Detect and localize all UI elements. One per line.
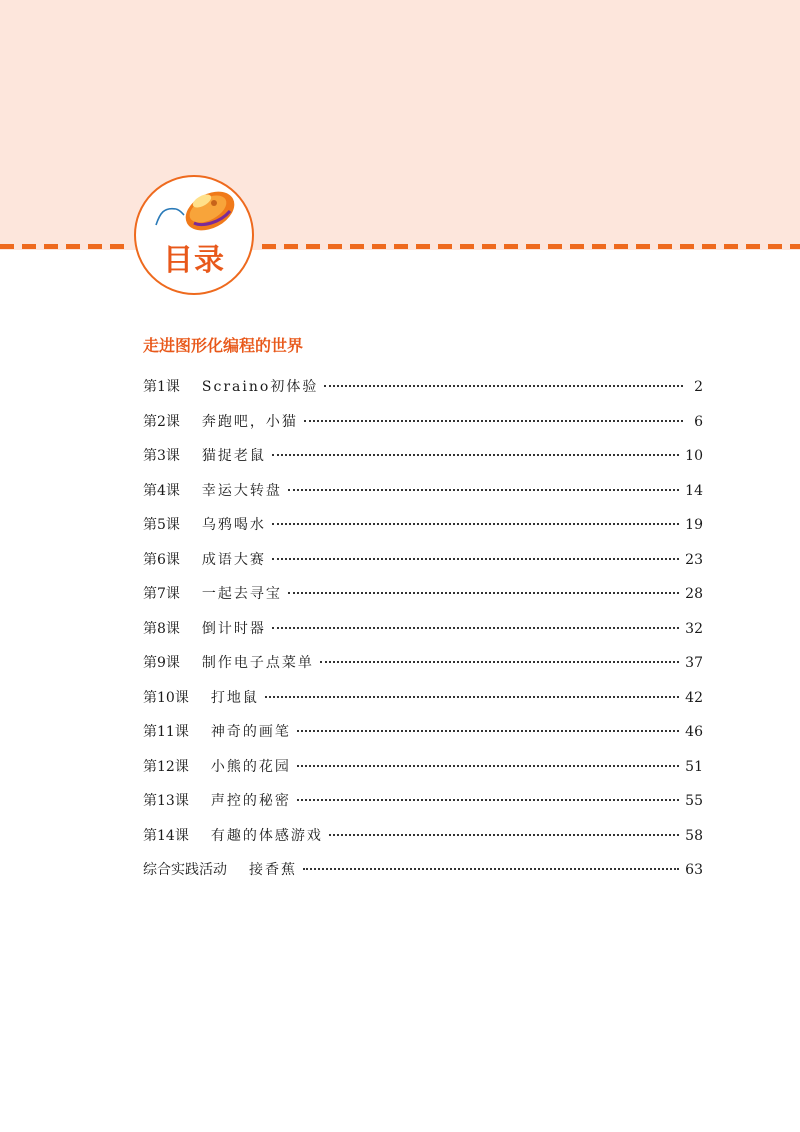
- toc-entry[interactable]: [143, 514, 703, 549]
- toc-leader-dots: [272, 558, 679, 560]
- title-badge: [134, 175, 254, 295]
- toc-lesson-title: 制作电子点菜单: [201, 655, 314, 671]
- toc-lesson-number: 第9课: [143, 655, 180, 671]
- toc-leader-dots: [304, 420, 683, 422]
- toc-lesson-number: 第5课: [143, 517, 180, 533]
- toc-leader-dots: [288, 489, 679, 491]
- toc-lesson-title: 有趣的体感游戏: [210, 827, 323, 844]
- toc-lesson-title: 打地鼠: [210, 689, 259, 706]
- toc-leader-dots: [297, 765, 679, 767]
- toc-entry[interactable]: [143, 549, 703, 584]
- toc-lesson-number: 第6课: [143, 551, 180, 568]
- toc-entry[interactable]: [143, 825, 703, 860]
- toc-lesson-title: 声控的秘密: [210, 793, 291, 809]
- toc-page-number: 23: [685, 551, 703, 568]
- toc-entry[interactable]: [143, 859, 703, 894]
- toc-lesson-title: 神奇的画笔: [210, 724, 291, 740]
- toc-page-number: 55: [685, 793, 703, 809]
- toc-entry[interactable]: [143, 411, 703, 446]
- toc-leader-dots: [272, 523, 679, 525]
- dashed-divider-left: [0, 244, 132, 249]
- toc-entry[interactable]: [143, 687, 703, 722]
- toc-entry[interactable]: [143, 445, 703, 480]
- header-band: [0, 0, 800, 250]
- toc-page-number: 58: [685, 827, 703, 844]
- toc-page-number: 28: [685, 586, 703, 602]
- toc-lesson-title: 接香蕉: [249, 862, 297, 878]
- toc-lesson-number: 第7课: [143, 586, 180, 602]
- toc-entry[interactable]: [143, 790, 703, 825]
- toc-lesson-number: 第1课: [143, 379, 180, 395]
- toc-leader-dots: [329, 834, 679, 836]
- toc-entry[interactable]: [143, 480, 703, 515]
- page-title: 目录: [163, 243, 225, 278]
- toc-lesson-number: 第2课: [143, 413, 180, 430]
- toc-lesson-number: 第3课: [143, 448, 180, 464]
- toc-page-number: 14: [685, 482, 703, 499]
- toc-lesson-title: 倒计时器: [201, 620, 266, 637]
- toc-leader-dots: [265, 696, 679, 698]
- toc-lesson-title: 幸运大转盘: [201, 482, 282, 499]
- toc-lesson-number: 第12课: [143, 758, 189, 775]
- toc-entry[interactable]: [143, 583, 703, 618]
- toc-leader-dots: [272, 627, 679, 629]
- toc-page-number: 46: [685, 724, 703, 740]
- toc-page-number: 32: [685, 620, 703, 637]
- toc-lesson-title: 一起去寻宝: [201, 586, 282, 602]
- toc-entry[interactable]: [143, 721, 703, 756]
- section-title: 走进图形化编程的世界: [143, 336, 304, 355]
- toc-leader-dots: [297, 730, 679, 732]
- toc-lesson-number: 综合实践活动: [143, 862, 227, 878]
- toc-lesson-number: 第8课: [143, 620, 180, 637]
- toc-page-number: 51: [685, 758, 703, 775]
- toc-lesson-title: 成语大赛: [201, 551, 266, 568]
- toc-leader-dots: [272, 454, 679, 456]
- toc-lesson-title: 奔跑吧，小猫: [201, 413, 298, 430]
- toc-lesson-number: 第11课: [143, 724, 189, 740]
- toc-leader-dots: [303, 868, 679, 870]
- toc-lesson-title: 小熊的花园: [210, 758, 291, 775]
- toc-page-number: 42: [685, 689, 703, 706]
- dashed-divider-right: [262, 244, 800, 249]
- toc-lesson-title: 乌鸦喝水: [201, 517, 266, 533]
- toc-page-number: 63: [685, 862, 703, 878]
- toc-lesson-number: 第14课: [143, 827, 189, 844]
- computer-mouse-icon: [150, 183, 240, 239]
- toc-lesson-number: 第13课: [143, 793, 189, 809]
- toc-lesson-title: 猫捉老鼠: [201, 448, 266, 464]
- toc-entry[interactable]: [143, 618, 703, 653]
- toc-leader-dots: [324, 385, 683, 387]
- toc-entry[interactable]: [143, 756, 703, 791]
- toc-page-number: 10: [685, 448, 703, 464]
- toc-page-number: 2: [694, 379, 703, 395]
- table-of-contents: [143, 376, 703, 894]
- toc-leader-dots: [320, 661, 679, 663]
- toc-lesson-number: 第4课: [143, 482, 180, 499]
- toc-entry[interactable]: [143, 376, 703, 411]
- toc-entry[interactable]: [143, 652, 703, 687]
- toc-lesson-title: Scraino初体验: [201, 379, 319, 395]
- toc-page-number: 19: [685, 517, 703, 533]
- toc-lesson-number: 第10课: [143, 689, 189, 706]
- toc-leader-dots: [288, 592, 679, 594]
- toc-page-number: 37: [685, 655, 703, 671]
- toc-page-number: 6: [694, 413, 703, 430]
- toc-leader-dots: [297, 799, 679, 801]
